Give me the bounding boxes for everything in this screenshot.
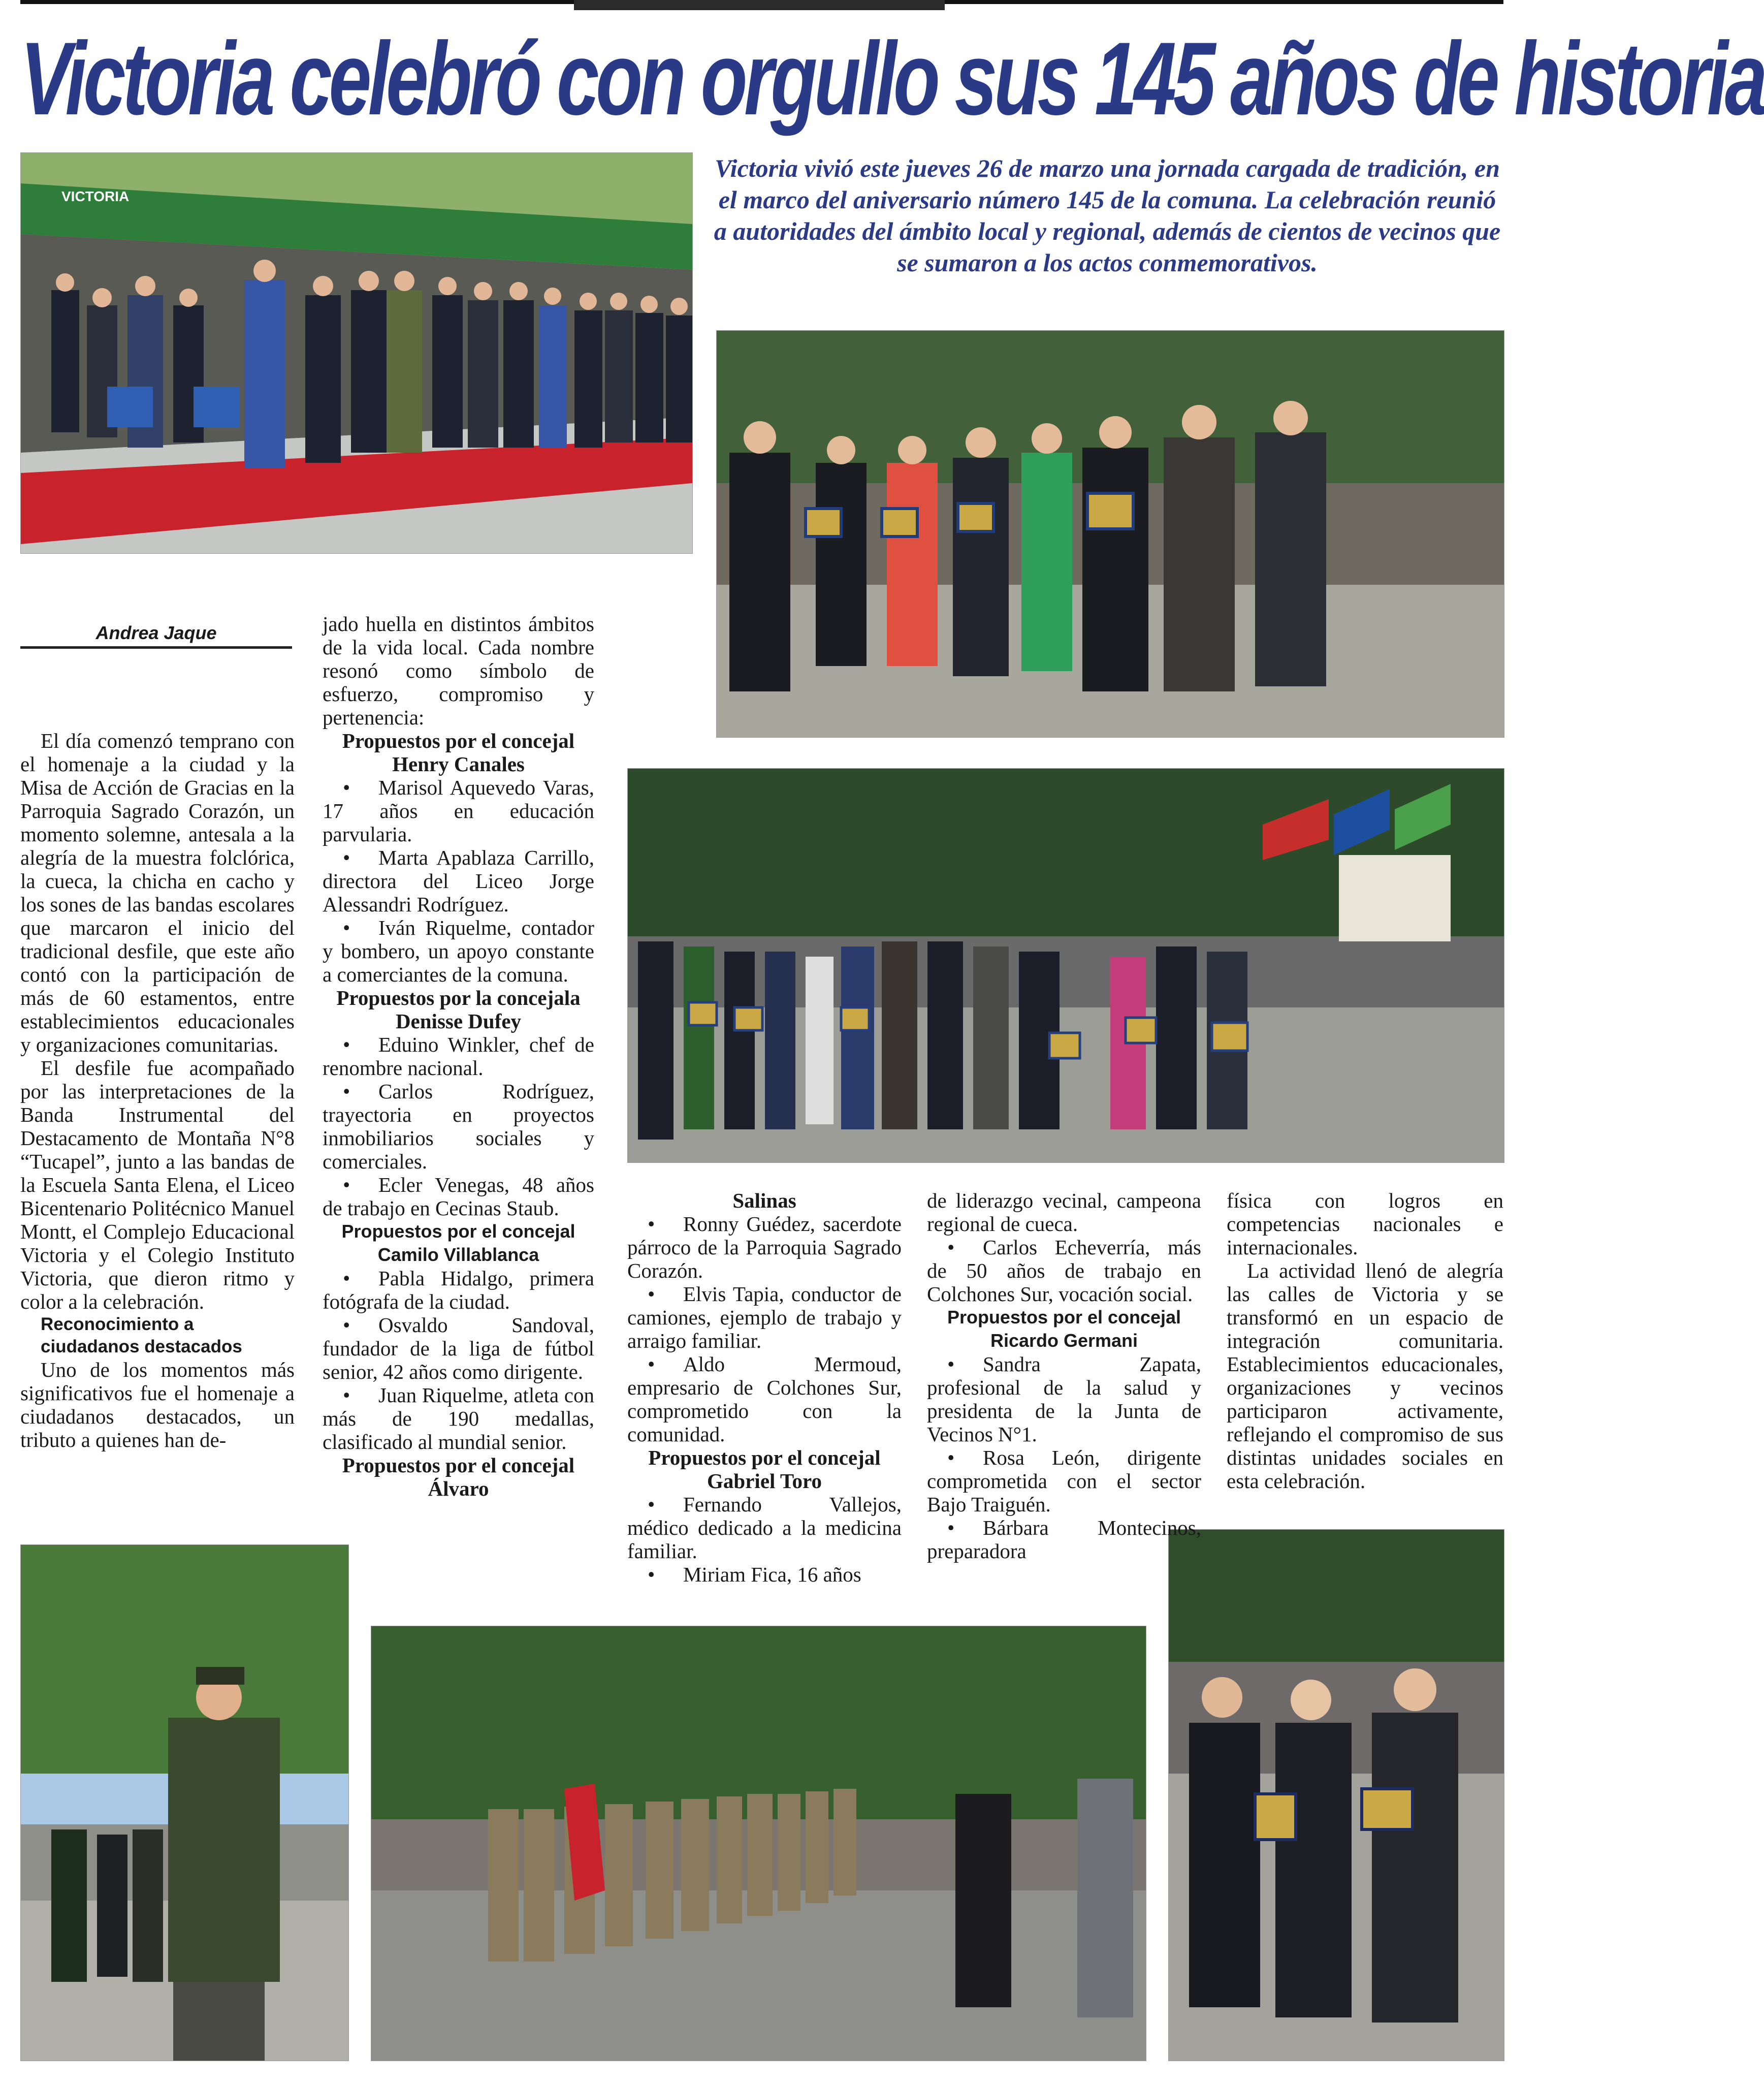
paragraph: de liderazgo vecinal, campeona regional de cueca. xyxy=(927,1189,1201,1236)
list-item: • Rosa León, dirigente comprometida con el sector Bajo Traiguén. xyxy=(927,1446,1201,1516)
section-heading: Propuestos por el concejal Gabriel Toro xyxy=(648,1446,881,1493)
list-item: • Eduino Winkler, chef de renombre nacional. xyxy=(323,1033,594,1080)
list-item: • Sandra Zapata, profesional de la salud y presidenta de la Junta de Vecinos N°1. xyxy=(927,1352,1201,1446)
paragraph: El día comenzó temprano con el homenaje a la ciudad y la Misa de Acción de Gracias en la Parroquia Sagrado Corazón, un momento solemne, antesala a la alegría de la muestra folclórica, la cueca, la chicha en cacho y los sones de las bandas escolares que marcaron el inicio del tradicional desfile, que este año contó con la participación de más de 60 estamentos, entre establecimientos educacionales y organizaciones comunitarias. xyxy=(20,729,295,1056)
paragraph: física con logros en competencias nacionales e internacionales. xyxy=(1227,1189,1503,1259)
paragraph: La actividad llenó de alegría las calles de Victoria y se transformó en un espacio de integración comunitaria. Establecimientos educacionales, organizaciones y vecinos participaron activamente, reflejando el compromiso de sus distintas unidades sociales en esta celebración. xyxy=(1227,1259,1503,1493)
article-column-5 xyxy=(1227,1189,1503,1514)
list-item: • Marta Apablaza Carrillo, directora del Liceo Jorge Alessandri Rodríguez. xyxy=(323,846,594,916)
list-item: • Iván Riquelme, contador y bombero, un apoyo constante a comerciantes de la comuna. xyxy=(323,916,594,986)
section-heading: Propuestos por la concejala Denisse Dufey xyxy=(336,986,581,1033)
list-item: • Carlos Rodríguez, trayectoria en proyectos inmobiliarios sociales y comerciales. xyxy=(323,1080,594,1173)
header-tab xyxy=(574,0,945,10)
section-heading: Propuestos por el concejal Ricardo Germani xyxy=(947,1307,1181,1351)
list-item: • Marisol Aquevedo Varas, 17 años en educación parvularia. xyxy=(323,776,594,846)
photo-three-honorees xyxy=(1168,1529,1504,2061)
section-heading: Propuestos por el concejal Álvaro xyxy=(342,1454,575,1500)
lead-paragraph: Victoria vivió este jueves 26 de marzo una jornada cargada de tradición, en el marco del aniversario número 145 de la comuna. La celebración reunió a autoridades del ámbito local y regional, además de cientos de vecinos que se sumaron a los actos conmemorativos. xyxy=(714,154,1501,277)
article-column-2 xyxy=(323,612,594,1603)
banner-text: VICTORIA xyxy=(61,188,130,204)
headline: Victoria celebró con orgullo sus 145 años de historia xyxy=(20,21,1764,137)
photo-tribune xyxy=(20,152,693,554)
article-column-1 xyxy=(20,729,295,1522)
list-item: • Elvis Tapia, conductor de camiones, ejemplo de trabajo y arraigo familiar. xyxy=(627,1282,902,1352)
section-heading: Salinas xyxy=(732,1189,796,1212)
list-item: • Miriam Fica, 16 años xyxy=(648,1563,861,1586)
list-item: • Ronny Guédez, sacerdote párroco de la Parroquia Sagrado Corazón. xyxy=(627,1212,902,1282)
article-column-4 xyxy=(927,1189,1201,1610)
paragraph: Uno de los momentos más significativos fue el homenaje a ciudadanos destacados, un tributo a quienes han de- xyxy=(20,1358,295,1451)
section-heading: Propuestos por el concejal Camilo Villablanca xyxy=(341,1221,575,1265)
byline: Andrea Jaque xyxy=(20,620,292,649)
photo-honorees-group xyxy=(716,330,1504,738)
list-item: • Ecler Venegas, 48 años de trabajo en Cecinas Staub. xyxy=(323,1173,594,1220)
photo-troops-parade xyxy=(371,1626,1146,2061)
list-item: • Fernando Vallejos, médico dedicado a la medicina familiar. xyxy=(627,1493,902,1563)
list-item: • Juan Riquelme, atleta con más de 190 medallas, clasificado al mundial senior. xyxy=(323,1383,594,1454)
paragraph: El desfile fue acompañado por las interpretaciones de la Banda Instrumental del Destacamento de Montaña N°8 “Tucapel”, junto a las bandas de la Escuela Santa Elena, el Liceo Bicentenario Politécnico Manuel Montt, el Complejo Educacional Victoria y el Colegio Instituto Victoria, que dieron ritmo y color a la celebración. xyxy=(20,1056,295,1313)
list-item: • Bárbara Montecinos, preparadora xyxy=(927,1516,1201,1563)
photo-honorees-flags xyxy=(627,768,1504,1163)
subhead: Reconocimiento a ciudadanos destacados xyxy=(41,1314,242,1356)
article-column-3 xyxy=(627,1189,902,1610)
list-item: • Carlos Echeverría, más de 50 años de trabajo en Colchones Sur, vocación social. xyxy=(927,1236,1201,1306)
list-item: • Pabla Hidalgo, primera fotógrafa de la ciudad. xyxy=(323,1267,594,1313)
list-item: • Aldo Mermoud, empresario de Colchones Sur, comprometido con la comunidad. xyxy=(627,1352,902,1446)
paragraph: jado huella en distintos ámbitos de la vida local. Cada nombre resonó como símbolo de esfuerzo, compromiso y pertenencia: xyxy=(323,612,594,729)
list-item: • Osvaldo Sandoval, fundador de la liga de fútbol senior, 42 años como dirigente. xyxy=(323,1313,594,1383)
section-heading: Propuestos por el concejal Henry Canales xyxy=(342,729,575,776)
photo-saluting-officer xyxy=(20,1544,349,2061)
